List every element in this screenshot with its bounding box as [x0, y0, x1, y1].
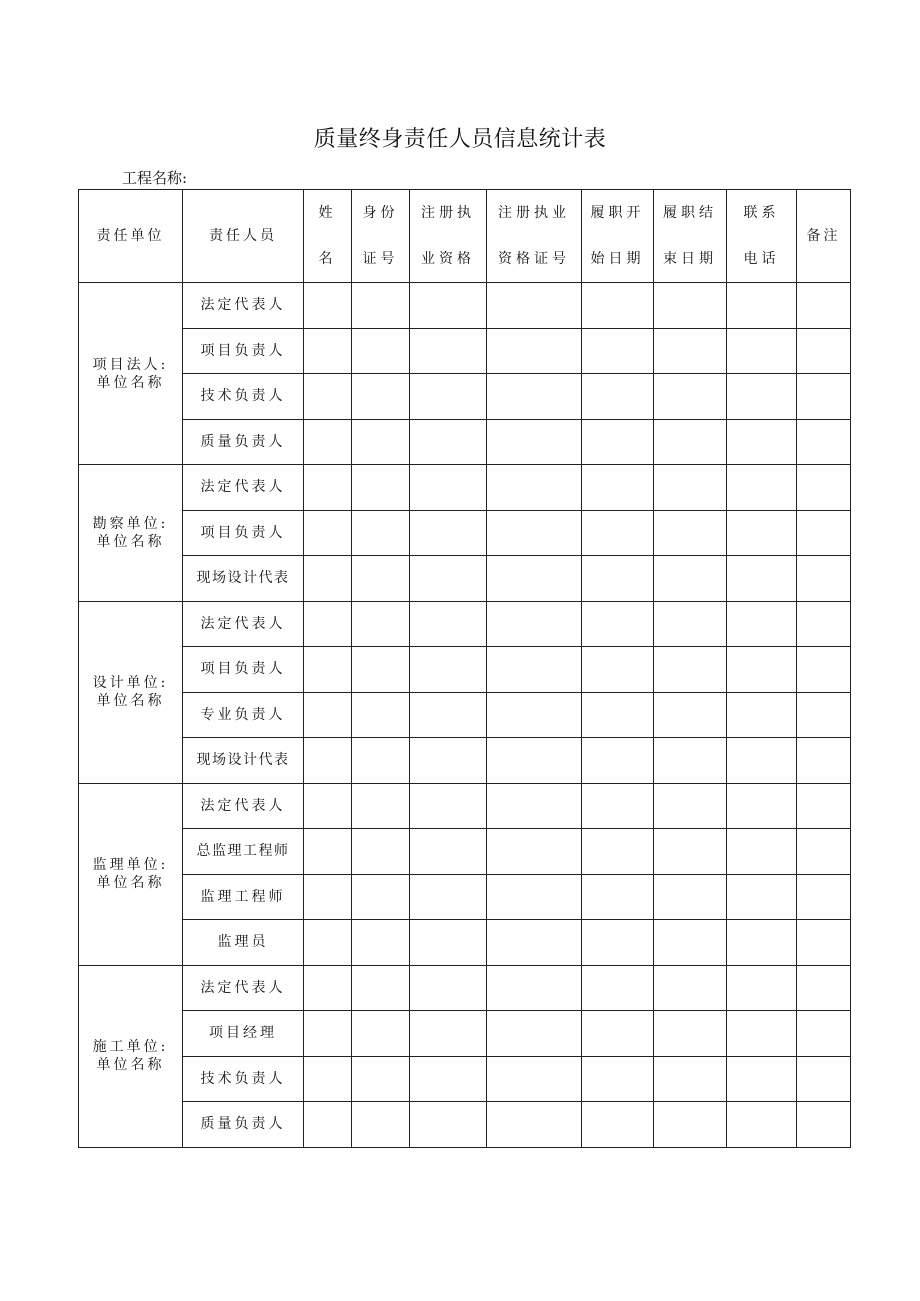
entry-cell[interactable]	[304, 1056, 352, 1102]
role-cell: 总监理工程师	[183, 829, 304, 875]
responsibility-info-table	[78, 189, 851, 1148]
table-row	[79, 920, 851, 966]
entry-cell[interactable]	[797, 783, 851, 829]
entry-cell[interactable]	[352, 328, 410, 374]
entry-cell[interactable]	[727, 465, 797, 511]
table-row	[79, 1056, 851, 1102]
entry-cell[interactable]	[727, 601, 797, 647]
role-cell: 法定代表人	[183, 965, 304, 1011]
entry-cell[interactable]	[410, 647, 487, 693]
entry-cell[interactable]	[797, 1056, 851, 1102]
entry-cell[interactable]	[352, 419, 410, 465]
entry-cell[interactable]	[410, 556, 487, 602]
entry-cell[interactable]	[654, 465, 727, 511]
entry-cell[interactable]	[487, 556, 582, 602]
entry-cell[interactable]	[352, 601, 410, 647]
entry-cell[interactable]	[352, 920, 410, 966]
entry-cell[interactable]	[727, 419, 797, 465]
entry-cell[interactable]	[654, 1056, 727, 1102]
entry-cell[interactable]	[352, 1102, 410, 1148]
header-phone	[727, 190, 797, 283]
header-remark: 备注	[797, 190, 851, 283]
entry-cell[interactable]	[797, 874, 851, 920]
entry-cell[interactable]	[487, 465, 582, 511]
entry-cell[interactable]	[797, 647, 851, 693]
entry-cell[interactable]	[352, 465, 410, 511]
entry-cell[interactable]	[654, 874, 727, 920]
entry-cell[interactable]	[654, 965, 727, 1011]
entry-cell[interactable]	[797, 965, 851, 1011]
entry-cell[interactable]	[304, 556, 352, 602]
entry-cell[interactable]	[487, 738, 582, 784]
unit-cell	[79, 283, 183, 465]
entry-cell[interactable]	[304, 465, 352, 511]
entry-cell[interactable]	[352, 374, 410, 420]
entry-cell[interactable]	[410, 692, 487, 738]
role-cell: 项目负责人	[183, 647, 304, 693]
header-end-line2: 束日期	[663, 251, 717, 267]
entry-cell[interactable]	[797, 692, 851, 738]
entry-cell[interactable]	[727, 965, 797, 1011]
table-row	[79, 1011, 851, 1057]
entry-cell[interactable]	[727, 692, 797, 738]
role-cell: 监理员	[183, 920, 304, 966]
entry-cell[interactable]	[410, 510, 487, 556]
entry-cell[interactable]	[487, 419, 582, 465]
entry-cell[interactable]	[654, 920, 727, 966]
entry-cell[interactable]	[487, 374, 582, 420]
entry-cell[interactable]	[352, 783, 410, 829]
entry-cell[interactable]	[304, 1102, 352, 1148]
entry-cell[interactable]	[727, 738, 797, 784]
entry-cell[interactable]	[582, 920, 654, 966]
role-cell: 技术负责人	[183, 374, 304, 420]
table-row	[79, 692, 851, 738]
role-cell: 法定代表人	[183, 601, 304, 647]
entry-cell[interactable]	[797, 738, 851, 784]
table-row	[79, 419, 851, 465]
entry-cell[interactable]	[582, 783, 654, 829]
entry-cell[interactable]	[582, 965, 654, 1011]
entry-cell[interactable]	[410, 283, 487, 329]
entry-cell[interactable]	[304, 920, 352, 966]
unit-label-line: 单位名称	[96, 1057, 165, 1073]
table-row	[79, 965, 851, 1011]
entry-cell[interactable]	[487, 283, 582, 329]
entry-cell[interactable]	[654, 647, 727, 693]
entry-cell[interactable]	[727, 1102, 797, 1148]
entry-cell[interactable]	[410, 1056, 487, 1102]
entry-cell[interactable]	[654, 738, 727, 784]
entry-cell[interactable]	[654, 510, 727, 556]
entry-cell[interactable]	[487, 1011, 582, 1057]
entry-cell[interactable]	[797, 328, 851, 374]
entry-cell[interactable]	[304, 874, 352, 920]
header-end-date	[654, 190, 727, 283]
entry-cell[interactable]	[487, 874, 582, 920]
entry-cell[interactable]	[727, 374, 797, 420]
table-row	[79, 556, 851, 602]
entry-cell[interactable]	[487, 920, 582, 966]
entry-cell[interactable]	[727, 829, 797, 875]
entry-cell[interactable]	[582, 738, 654, 784]
entry-cell[interactable]	[410, 601, 487, 647]
entry-cell[interactable]	[352, 556, 410, 602]
unit-label-line: 单位名称	[96, 374, 165, 391]
entry-cell[interactable]	[352, 1056, 410, 1102]
role-cell: 现场设计代表	[183, 556, 304, 602]
entry-cell[interactable]	[654, 419, 727, 465]
entry-cell[interactable]	[727, 783, 797, 829]
header-reg-qual-line2: 业资格	[421, 251, 475, 267]
entry-cell[interactable]	[487, 829, 582, 875]
entry-cell[interactable]	[410, 1011, 487, 1057]
entry-cell[interactable]	[487, 328, 582, 374]
entry-cell[interactable]	[487, 1102, 582, 1148]
table-row	[79, 783, 851, 829]
entry-cell[interactable]	[352, 738, 410, 784]
entry-cell[interactable]	[654, 829, 727, 875]
entry-cell[interactable]	[304, 1011, 352, 1057]
entry-cell[interactable]	[582, 829, 654, 875]
table-row	[79, 374, 851, 420]
entry-cell[interactable]	[582, 601, 654, 647]
header-phone-line2: 电话	[743, 251, 780, 267]
role-cell: 项目负责人	[183, 510, 304, 556]
entry-cell[interactable]	[727, 920, 797, 966]
unit-cell	[79, 965, 183, 1147]
role-cell: 法定代表人	[183, 783, 304, 829]
header-name-line1: 姓	[318, 205, 337, 221]
entry-cell[interactable]	[487, 1056, 582, 1102]
entry-cell[interactable]	[582, 328, 654, 374]
entry-cell[interactable]	[304, 374, 352, 420]
entry-cell[interactable]	[797, 374, 851, 420]
header-end-line1: 履职结	[663, 205, 717, 221]
header-id-line2: 证号	[362, 251, 399, 267]
entry-cell[interactable]	[582, 647, 654, 693]
entry-cell[interactable]	[797, 419, 851, 465]
header-name	[304, 190, 352, 283]
entry-cell[interactable]	[727, 647, 797, 693]
entry-cell[interactable]	[654, 783, 727, 829]
unit-label-line: 项目法人:	[92, 356, 169, 373]
entry-cell[interactable]	[410, 783, 487, 829]
entry-cell[interactable]	[582, 556, 654, 602]
entry-cell[interactable]	[410, 965, 487, 1011]
entry-cell[interactable]	[797, 1102, 851, 1148]
unit-label-line: 单位名称	[96, 875, 165, 891]
role-cell: 质量负责人	[183, 419, 304, 465]
entry-cell[interactable]	[410, 738, 487, 784]
unit-cell	[79, 783, 183, 965]
entry-cell[interactable]	[654, 328, 727, 374]
entry-cell[interactable]	[727, 1056, 797, 1102]
entry-cell[interactable]	[487, 647, 582, 693]
entry-cell[interactable]	[727, 510, 797, 556]
entry-cell[interactable]	[797, 1011, 851, 1057]
unit-label-line: 设计单位:	[92, 675, 169, 691]
header-id-number	[352, 190, 410, 283]
table-row	[79, 829, 851, 875]
header-start-line1: 履职开	[590, 205, 645, 221]
entry-cell[interactable]	[654, 601, 727, 647]
entry-cell[interactable]	[582, 1102, 654, 1148]
role-cell: 专业负责人	[183, 692, 304, 738]
entry-cell[interactable]	[487, 692, 582, 738]
entry-cell[interactable]	[304, 647, 352, 693]
entry-cell[interactable]	[487, 783, 582, 829]
role-cell: 质量负责人	[183, 1102, 304, 1148]
header-id-line1: 身份	[362, 205, 399, 221]
table-header-row	[79, 190, 851, 283]
entry-cell[interactable]	[304, 601, 352, 647]
entry-cell[interactable]	[582, 465, 654, 511]
entry-cell[interactable]	[582, 374, 654, 420]
header-person: 责任人员	[183, 190, 304, 283]
table-row	[79, 465, 851, 511]
entry-cell[interactable]	[487, 601, 582, 647]
entry-cell[interactable]	[654, 374, 727, 420]
entry-cell[interactable]	[582, 692, 654, 738]
entry-cell[interactable]	[797, 829, 851, 875]
header-unit: 责任单位	[79, 190, 183, 283]
entry-cell[interactable]	[487, 965, 582, 1011]
entry-cell[interactable]	[352, 510, 410, 556]
unit-label-line: 勘察单位:	[92, 515, 169, 532]
entry-cell[interactable]	[304, 283, 352, 329]
role-cell: 技术负责人	[183, 1056, 304, 1102]
unit-label-line: 监理单位:	[92, 857, 169, 873]
project-name-label: 工程名称:	[122, 169, 188, 187]
table-row	[79, 647, 851, 693]
table-row	[79, 283, 851, 329]
header-start-date	[582, 190, 654, 283]
entry-cell[interactable]	[654, 556, 727, 602]
entry-cell[interactable]	[410, 328, 487, 374]
entry-cell[interactable]	[582, 1056, 654, 1102]
entry-cell[interactable]	[727, 328, 797, 374]
entry-cell[interactable]	[304, 965, 352, 1011]
entry-cell[interactable]	[797, 920, 851, 966]
header-registered-certificate	[487, 190, 582, 283]
table-row	[79, 738, 851, 784]
entry-cell[interactable]	[304, 328, 352, 374]
entry-cell[interactable]	[797, 601, 851, 647]
entry-cell[interactable]	[727, 283, 797, 329]
entry-cell[interactable]	[352, 874, 410, 920]
entry-cell[interactable]	[654, 1011, 727, 1057]
table-row	[79, 601, 851, 647]
entry-cell[interactable]	[487, 510, 582, 556]
entry-cell[interactable]	[727, 1011, 797, 1057]
header-phone-line1: 联系	[743, 205, 780, 221]
entry-cell[interactable]	[582, 874, 654, 920]
role-cell: 法定代表人	[183, 465, 304, 511]
entry-cell[interactable]	[352, 692, 410, 738]
table-body	[79, 190, 851, 1148]
unit-cell	[79, 601, 183, 783]
entry-cell[interactable]	[797, 465, 851, 511]
unit-label-line: 单位名称	[96, 693, 165, 709]
header-registered-qualification	[410, 190, 487, 283]
entry-cell[interactable]	[582, 283, 654, 329]
entry-cell[interactable]	[797, 283, 851, 329]
entry-cell[interactable]	[352, 829, 410, 875]
table-row	[79, 510, 851, 556]
entry-cell[interactable]	[352, 1011, 410, 1057]
entry-cell[interactable]	[304, 829, 352, 875]
entry-cell[interactable]	[654, 1102, 727, 1148]
role-cell: 项目经理	[183, 1011, 304, 1057]
unit-label-line: 单位名称	[96, 533, 165, 550]
entry-cell[interactable]	[410, 920, 487, 966]
header-reg-cert-line2: 资格证号	[498, 251, 570, 267]
entry-cell[interactable]	[410, 419, 487, 465]
document-title: 质量终身责任人员信息统计表	[313, 127, 607, 152]
entry-cell[interactable]	[727, 874, 797, 920]
entry-cell[interactable]	[304, 692, 352, 738]
entry-cell[interactable]	[410, 374, 487, 420]
header-reg-qual-line1: 注册执	[421, 205, 475, 221]
header-name-line2: 名	[318, 251, 337, 267]
entry-cell[interactable]	[304, 783, 352, 829]
header-start-line2: 始日期	[590, 251, 645, 267]
unit-cell	[79, 465, 183, 602]
entry-cell[interactable]	[582, 510, 654, 556]
entry-cell[interactable]	[727, 556, 797, 602]
entry-cell[interactable]	[352, 647, 410, 693]
entry-cell[interactable]	[410, 874, 487, 920]
role-cell: 项目负责人	[183, 328, 304, 374]
entry-cell[interactable]	[797, 556, 851, 602]
entry-cell[interactable]	[304, 419, 352, 465]
entry-cell[interactable]	[304, 738, 352, 784]
table-row	[79, 328, 851, 374]
role-cell: 现场设计代表	[183, 738, 304, 784]
entry-cell[interactable]	[352, 965, 410, 1011]
entry-cell[interactable]	[410, 465, 487, 511]
entry-cell[interactable]	[582, 419, 654, 465]
entry-cell[interactable]	[797, 510, 851, 556]
role-cell: 法定代表人	[183, 283, 304, 329]
table-row	[79, 1102, 851, 1148]
table-row	[79, 874, 851, 920]
role-cell: 监理工程师	[183, 874, 304, 920]
entry-cell[interactable]	[654, 692, 727, 738]
entry-cell[interactable]	[410, 1102, 487, 1148]
entry-cell[interactable]	[352, 283, 410, 329]
header-reg-cert-line1: 注册执业	[498, 205, 570, 221]
entry-cell[interactable]	[304, 510, 352, 556]
unit-label-line: 施工单位:	[92, 1039, 169, 1055]
entry-cell[interactable]	[410, 829, 487, 875]
entry-cell[interactable]	[582, 1011, 654, 1057]
entry-cell[interactable]	[654, 283, 727, 329]
